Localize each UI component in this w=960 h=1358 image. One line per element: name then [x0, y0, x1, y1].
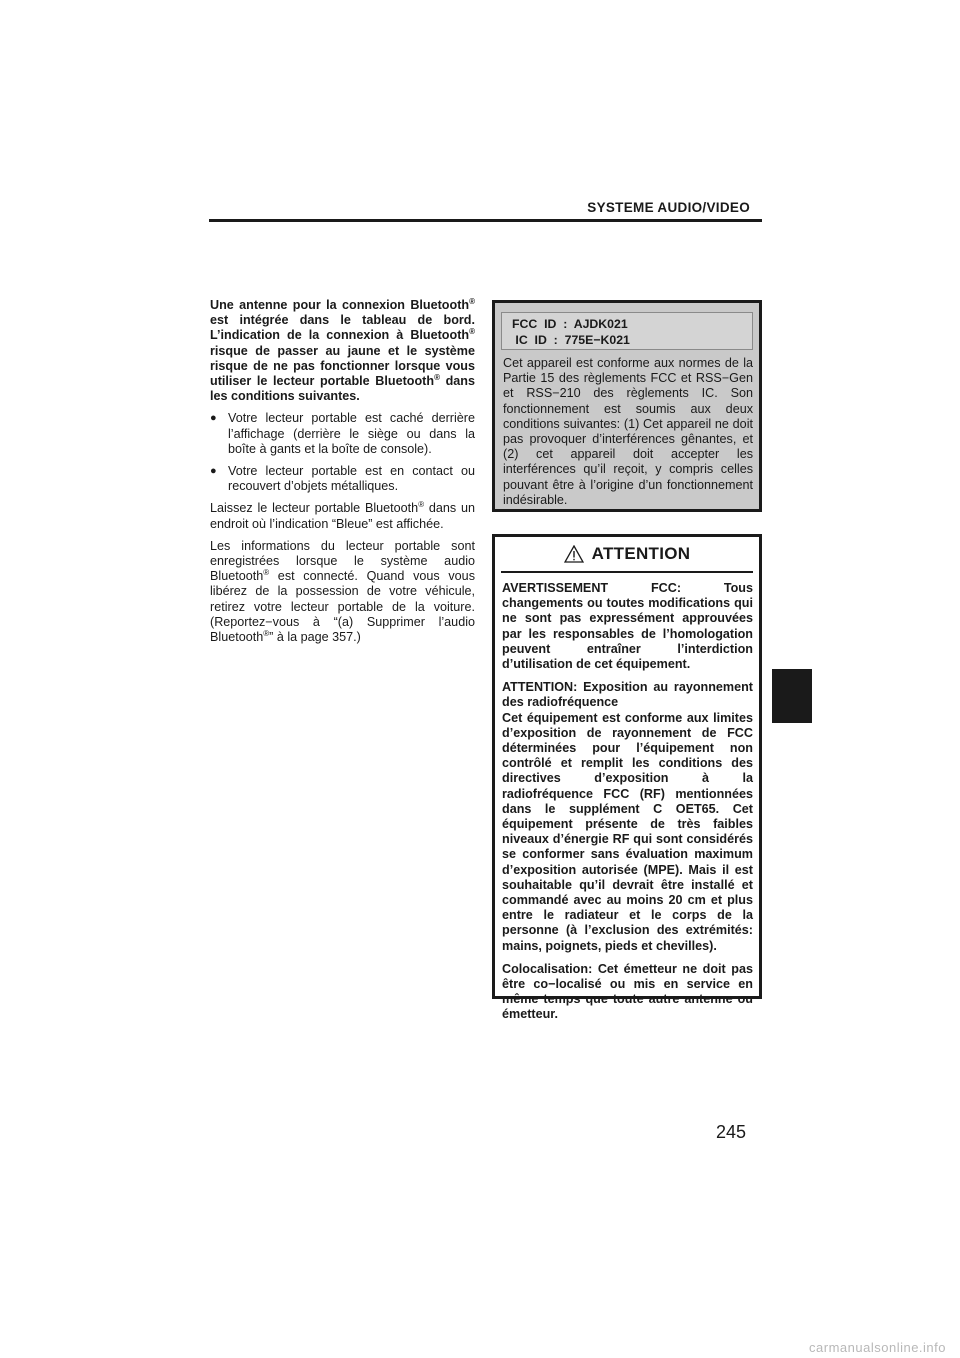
bullet-item — [210, 464, 475, 494]
warning-triangle-icon — [564, 545, 584, 563]
fcc-id: FCC ID : AJDK021 — [512, 317, 628, 331]
bullet-icon: ● — [210, 465, 217, 478]
registered-mark: ® — [434, 372, 440, 382]
chapter-tab — [772, 669, 812, 723]
info-paragraph: Les informations du lecteur portable sont enregistrées lorsque le système audio Bluetooth® est connecté. Quand vous vous libérez de la possession de votre véhicule, retirez votre lecteur portable de la voiture. (Reportez−vous à “(a) Supprimer l’audio Bluetooth®” à la page 357.) — [210, 538, 475, 645]
registered-mark: ® — [263, 568, 270, 578]
left-column — [210, 298, 475, 652]
registered-mark: ® — [469, 296, 475, 306]
placement-paragraph: Laissez le lecteur portable Bluetooth® dans un endroit où l’indication “Bleue” est affichée. — [210, 500, 475, 531]
bullet-item — [210, 411, 475, 457]
intro-paragraph: Une antenne pour la connexion Bluetooth® est intégrée dans le tableau de bord. L’indication de la connexion à Bluetooth® risque de passer au jaune et le système risque de ne pas fonctionner lorsque vous utiliser le lecteur portable Bluetooth® dans les conditions suivantes. — [210, 296, 475, 404]
attention-box — [492, 534, 762, 1022]
registered-mark: ® — [263, 628, 270, 638]
bullet-text: Votre lecteur portable est caché derrière l’affichage (derrière le siège ou dans la boîte à gants et la boîte de console). — [228, 411, 475, 456]
ic-id: IC ID : 775E−K021 — [512, 333, 630, 347]
attention-body — [495, 573, 759, 1023]
header-rule — [209, 219, 762, 222]
registered-mark: ® — [418, 500, 425, 510]
fcc-id-panel — [501, 312, 753, 350]
page-number: 245 — [716, 1122, 747, 1142]
fcc-warning-paragraph: AVERTISSEMENT FCC: Tous changements ou toutes modifications qui ne sont pas expressément approuvées par les responsables de l’homologation peuvent entraîner l’interdiction d’utilisation de cet équipement. — [502, 581, 753, 672]
registered-mark: ® — [469, 327, 475, 337]
fcc-info-box — [492, 300, 762, 512]
bullet-text: Votre lecteur portable est en contact ou recouvert d’objets métalliques. — [228, 464, 475, 494]
rf-exposure-paragraph: ATTENTION: Exposition au rayonnement des radiofréquence Cet équipement est conforme aux limites d’exposition de rayonnement de FCC déterminées pour l’équipement non contrôlé et remplit les conditions des directives d’exposition à la radiofréquence FCC (RF) mentionnées dans le supplément C OET65. Cet équipement présente de très faibles niveaux d’énergie RF qui sont considérés se conformer sans évaluation maximum d’exposition autorisée (MPE). Mais il est souhaitable qu’il devrait être installé et commandé avec au moins 20 cm et plus entre le radiateur et le corps de la personne (à l’exclusion des extrémités: mains, poignets, pieds et chevilles). — [502, 680, 753, 953]
attention-header — [495, 537, 759, 571]
attention-title: ATTENTION — [591, 544, 691, 563]
bullet-icon: ● — [210, 412, 217, 425]
colocation-paragraph: Colocalisation: Cet émetteur ne doit pas être co−localisé ou mis en service en même temps que toute autre antenne ou émetteur. — [502, 961, 753, 1022]
section-title: SYSTEME AUDIO/VIDEO — [587, 200, 750, 215]
fcc-compliance-text: Cet appareil est conforme aux normes de la Partie 15 des règlements FCC et RSS−Gen et RSS−210 des règlements IC. Son fonctionnement est soumis aux deux conditions suivantes: (1) Cet appareil ne doit pas provoquer d’interférences gênantes, et (2) cet appareil doit accepter les interférences qu’il reçoit, y compris celles pouvant être à l’origine d’un fonctionnement indésirable. — [503, 356, 753, 507]
watermark: carmanualsonline.info — [809, 1339, 946, 1355]
